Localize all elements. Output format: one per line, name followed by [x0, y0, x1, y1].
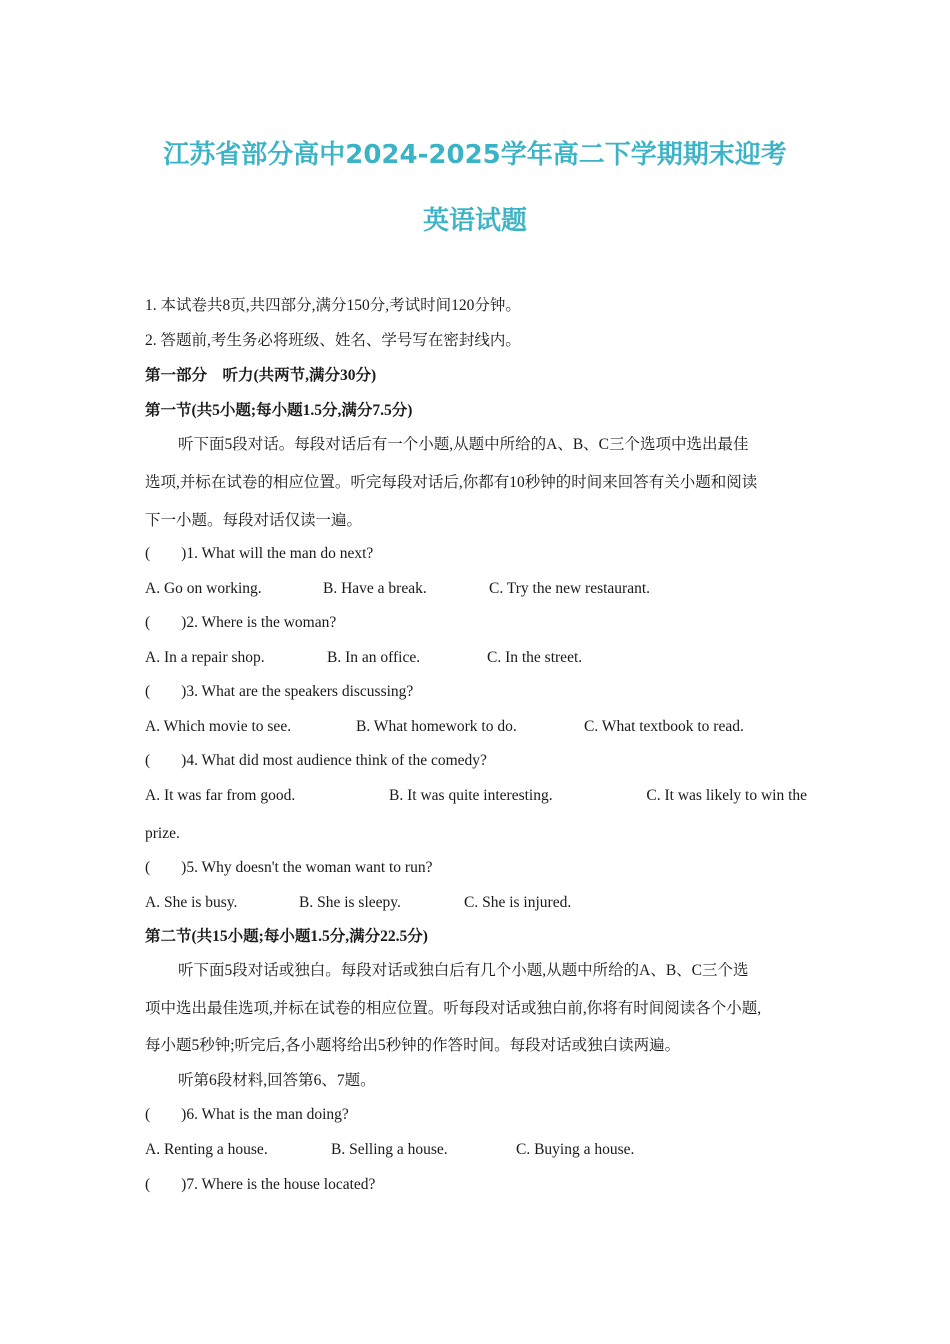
- question-stem-3: ( )3. What are the speakers discussing?: [145, 683, 414, 700]
- exam-title: 江苏省部分高中2024-2025学年高二下学期期末迎考: [163, 140, 787, 170]
- option-a: A. She is busy.: [145, 894, 238, 911]
- option-b: B. Have a break.: [323, 580, 427, 597]
- note-1: 1. 本试卷共8页,共四部分,满分150分,考试时间120分钟。: [145, 297, 521, 314]
- question-stem-1: ( )1. What will the man do next?: [145, 545, 374, 562]
- option-a: A. In a repair shop.: [145, 649, 265, 666]
- option-b: B. Selling a house.: [331, 1141, 448, 1158]
- section2-heading: 第二节(共15小题;每小题1.5分,满分22.5分): [145, 928, 428, 945]
- section2-instruction-line: 每小题5秒钟;听完后,各小题将给出5秒钟的作答时间。每段对话或独白读两遍。: [145, 1037, 681, 1054]
- question-options-4-continuation: prize.: [145, 825, 180, 842]
- option-c: C. Try the new restaurant.: [489, 580, 651, 597]
- section1-heading: 第一节(共5小题;每小题1.5分,满分7.5分): [145, 402, 413, 419]
- section2-instruction-line: 听下面5段对话或独白。每段对话或独白后有几个小题,从题中所给的A、B、C三个选: [178, 962, 749, 979]
- exam-subject-title: 英语试题: [422, 206, 527, 236]
- question-options-1: [145, 579, 807, 599]
- question-stem-6: ( )6. What is the man doing?: [145, 1106, 349, 1123]
- question-stem-5: ( )5. Why doesn't the woman want to run?: [145, 859, 433, 876]
- material-note: 听第6段材料,回答第6、7题。: [178, 1072, 376, 1089]
- option-a: A. It was far from good.: [145, 787, 296, 804]
- section2-instruction-line: 项中选出最佳选项,并标在试卷的相应位置。听每段对话或独白前,你将有时间阅读各个小题,: [145, 1000, 762, 1017]
- option-b: B. She is sleepy.: [299, 894, 401, 911]
- option-b: B. It was quite interesting.: [389, 787, 553, 804]
- section1-instruction-line: 听下面5段对话。每段对话后有一个小题,从题中所给的A、B、C三个选项中选出最佳: [178, 436, 749, 453]
- question-options-2: [145, 648, 807, 668]
- option-b: B. In an office.: [327, 649, 421, 666]
- option-c: C. Buying a house.: [516, 1141, 635, 1158]
- option-c: C. It was likely to win the: [646, 787, 807, 804]
- section1-instruction-line: 选项,并标在试卷的相应位置。听完每段对话后,你都有10秒钟的时间来回答有关小题和阅读: [145, 474, 758, 491]
- option-b: B. What homework to do.: [356, 718, 517, 735]
- question-stem-4: ( )4. What did most audience think of the comedy?: [145, 752, 487, 769]
- option-c: C. She is injured.: [464, 894, 572, 911]
- question-options-6: [145, 1140, 807, 1160]
- question-options-3: [145, 717, 807, 737]
- part1-heading: 第一部分 听力(共两节,满分30分): [145, 367, 377, 384]
- option-a: A. Go on working.: [145, 580, 262, 597]
- question-stem-2: ( )2. Where is the woman?: [145, 614, 337, 631]
- question-options-5: [145, 893, 807, 913]
- option-a: A. Which movie to see.: [145, 718, 292, 735]
- question-stem-7: ( )7. Where is the house located?: [145, 1176, 376, 1193]
- section1-instruction-line: 下一小题。每段对话仅读一遍。: [145, 512, 363, 529]
- option-c: C. What textbook to read.: [584, 718, 744, 735]
- note-2: 2. 答题前,考生务必将班级、姓名、学号写在密封线内。: [145, 332, 521, 349]
- option-c: C. In the street.: [487, 649, 583, 666]
- question-options-4: [145, 786, 807, 806]
- option-a: A. Renting a house.: [145, 1141, 268, 1158]
